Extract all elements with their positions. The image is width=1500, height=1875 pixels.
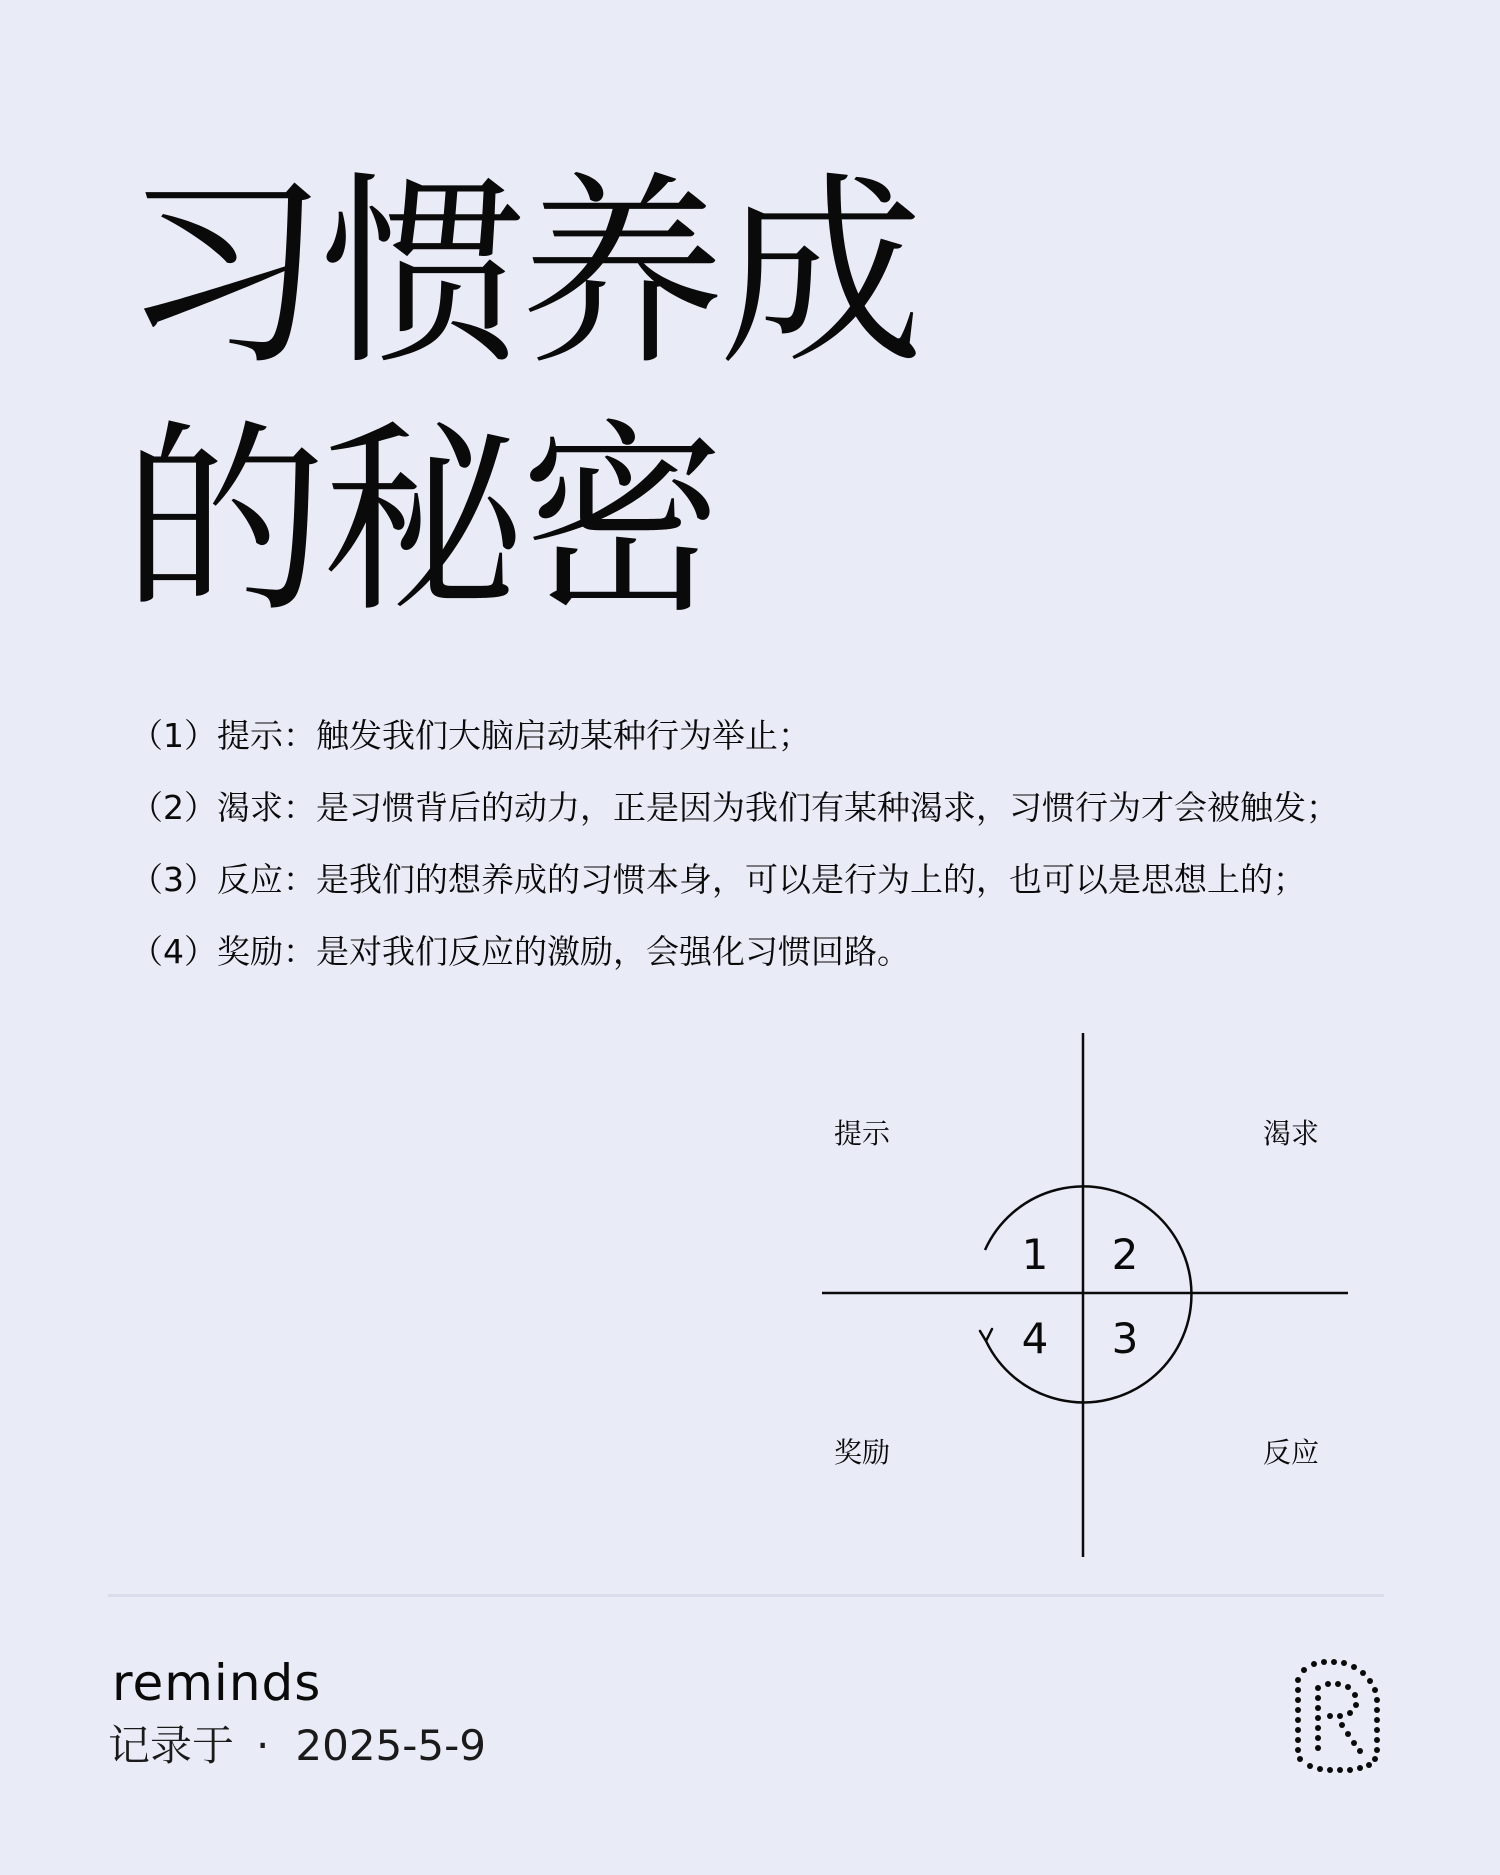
recorded-label: 记录于 bbox=[108, 1721, 235, 1770]
list-item: （4）奖励：是对我们反应的激励，会强化习惯回路。 bbox=[130, 932, 910, 971]
separator-dot: · bbox=[256, 1721, 270, 1770]
habit-steps-list bbox=[130, 700, 1390, 988]
cycle-arrow-icon bbox=[985, 1186, 1191, 1402]
page-title-line-2: 的秘密 bbox=[122, 403, 719, 641]
list-item: （1）提示：触发我们大脑启动某种行为举止； bbox=[130, 716, 811, 755]
step-number-3: 3 bbox=[1111, 1314, 1139, 1363]
quadrant-label-cue: 提示 bbox=[834, 1117, 891, 1150]
arrow-head-icon bbox=[980, 1329, 992, 1341]
page-title-line-1: 习惯养成 bbox=[122, 155, 918, 393]
step-number-4: 4 bbox=[1021, 1314, 1049, 1363]
list-item: （3）反应：是我们的想养成的习惯本身，可以是行为上的，也可以是思想上的； bbox=[130, 860, 1306, 899]
quadrant-label-craving: 渴求 bbox=[1263, 1117, 1320, 1150]
quadrant-label-response: 反应 bbox=[1263, 1436, 1320, 1469]
list-item: （2）渴求：是习惯背后的动力，正是因为我们有某种渴求，习惯行为才会被触发； bbox=[130, 788, 1339, 827]
page-title bbox=[122, 150, 918, 646]
habit-loop-diagram bbox=[800, 1025, 1360, 1565]
quadrant-label-reward: 奖励 bbox=[834, 1436, 891, 1469]
step-number-2: 2 bbox=[1111, 1230, 1139, 1279]
brand-name: reminds bbox=[112, 1654, 322, 1712]
recorded-date: 2025-5-9 bbox=[295, 1721, 487, 1770]
step-number-1: 1 bbox=[1021, 1230, 1049, 1279]
recorded-date-line bbox=[108, 1718, 486, 1774]
dotted-r-logo-icon bbox=[1290, 1658, 1386, 1774]
habit-loop-axes bbox=[800, 1025, 1360, 1565]
footer-divider bbox=[108, 1594, 1384, 1597]
